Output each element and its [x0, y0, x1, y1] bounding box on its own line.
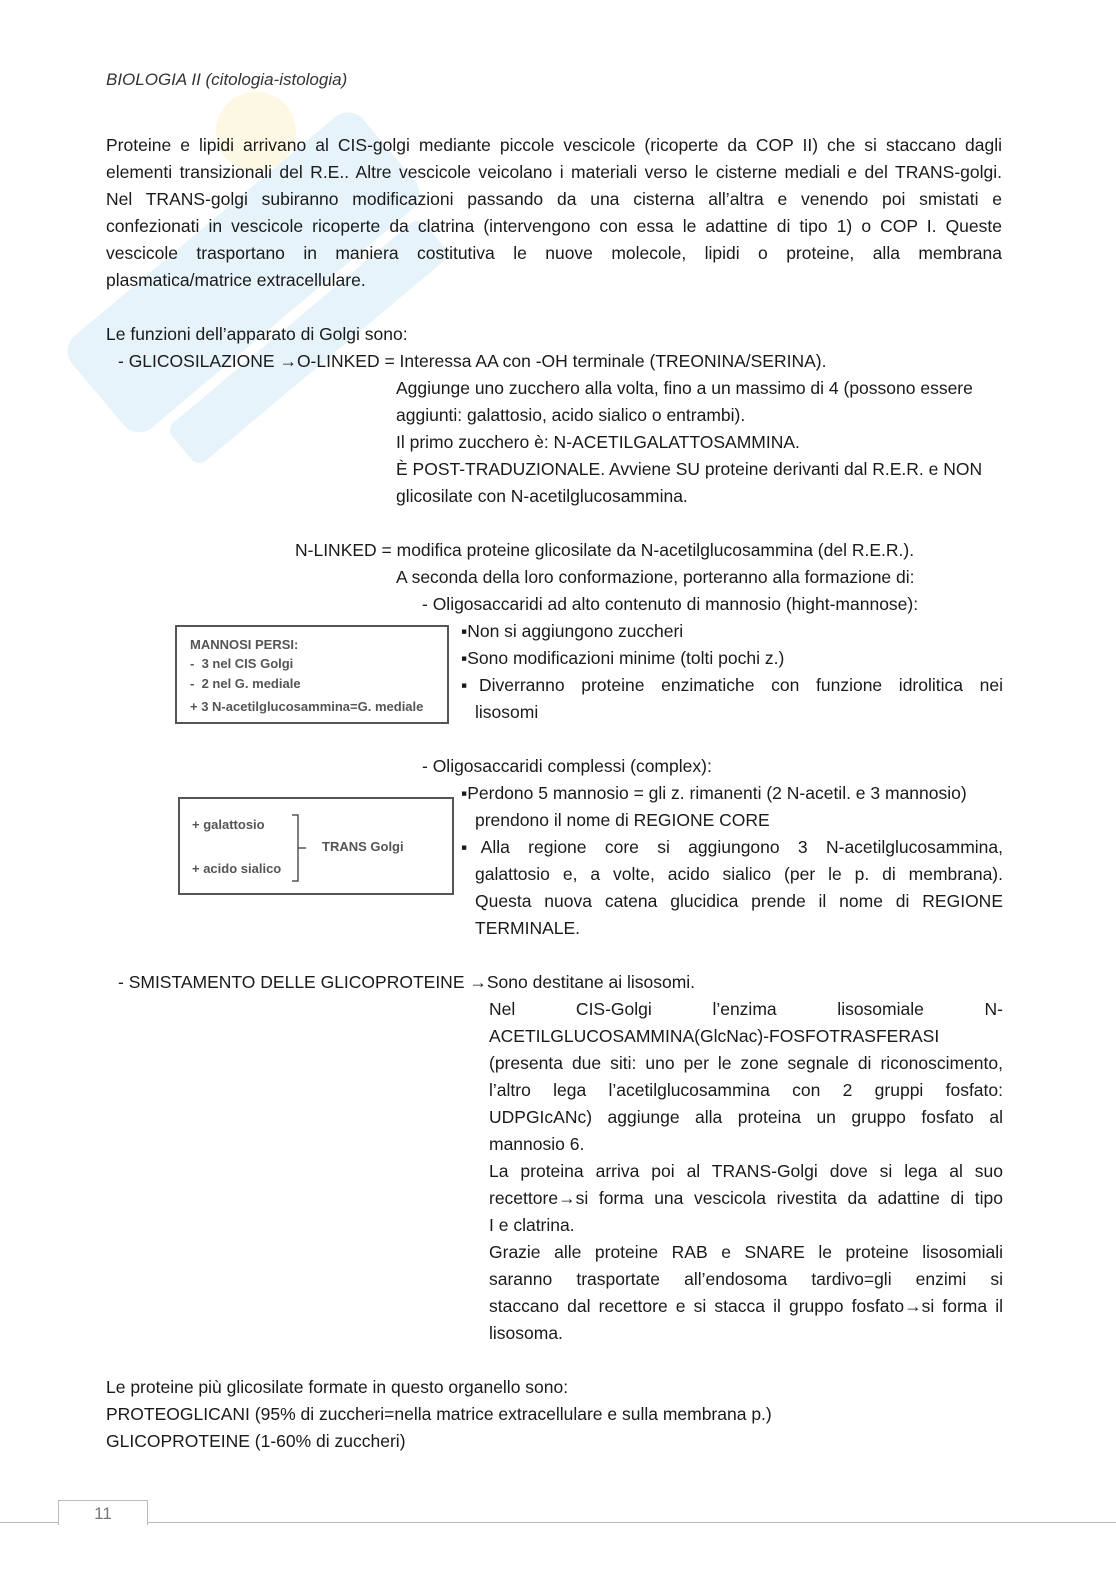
- complex-bullet-2-cont-2: Questa nuova catena glucidica prende il nome di REGIONE: [475, 891, 1003, 911]
- glyco-heading: - GLICOSILAZIONE →O-LINKED = Interessa AA con -OH terminale (TREONINA/SERINA).: [118, 351, 827, 371]
- sorting-p2-line-2: recettore→si forma una vescicola rivestita da adattine di tipo: [489, 1188, 1003, 1208]
- o-linked-line-3: Il primo zucchero è: N-ACETILGALATTOSAMMINA.: [396, 432, 800, 452]
- sorting-p3-line-4: lisosoma.: [489, 1323, 563, 1343]
- sorting-p2-line-1: La proteina arriva poi al TRANS-Golgi dove si lega al suo: [489, 1161, 1003, 1181]
- arrow-icon: →: [469, 972, 487, 992]
- arrow-icon: →: [558, 1188, 576, 1208]
- sorting-p2-line-3: I e clatrina.: [489, 1215, 575, 1235]
- complex-bullet-1-cont: prendono il nome di REGIONE CORE: [475, 810, 770, 830]
- closing-line-2: PROTEOGLICANI (95% di zuccheri=nella matrice extracellulare e sulla membrana p.): [106, 1404, 772, 1424]
- sorting-p3-line-1: Grazie alle proteine RAB e SNARE le proteine lisosomiali: [489, 1242, 1003, 1262]
- sorting-p3-line-2: saranno trasportate all’endosoma tardivo=gli enzimi si: [489, 1269, 1003, 1289]
- sorting-p1-line-4: l’altro lega l’acetilglucosammina con 2 gruppi fosfato:: [489, 1080, 1003, 1100]
- intro-line-3: Nel TRANS-golgi subiranno modificazioni passando da una cisterna all’altra e venendo poi smistati e: [106, 189, 1002, 209]
- box2-label: TRANS Golgi: [322, 839, 404, 854]
- complex-title: - Oligosaccaridi complessi (complex):: [422, 756, 712, 776]
- intro-line-6: plasmatica/matrice extracellulare.: [106, 270, 366, 290]
- box1-footer: + 3 N-acetilglucosammina=G. mediale: [190, 699, 424, 714]
- sorting-heading: - SMISTAMENTO DELLE GLICOPROTEINE →Sono destitane ai lisosomi.: [118, 972, 696, 992]
- high-bullet-3-cont: lisosomi: [475, 702, 539, 722]
- complex-bullet-2: ▪ Alla regione core si aggiungono 3 N-acetilglucosammina,: [461, 834, 1003, 861]
- intro-line-1: Proteine e lipidi arrivano al CIS-golgi mediante piccole vescicole (ricoperte da COP II) che si staccano dagli: [106, 135, 1002, 155]
- box1-item-2: - 2 nel G. mediale: [190, 676, 301, 691]
- sorting-p3-line-3: staccano dal recettore e si stacca il gruppo fosfato→si forma il: [489, 1296, 1003, 1316]
- high-mannose-title: - Oligosaccaridi ad alto contenuto di mannosio (hight-mannose):: [422, 594, 919, 614]
- box1-title: MANNOSI PERSI:: [190, 637, 299, 652]
- sorting-p1-line-5: UDPGIcANc) aggiunge alla proteina un gruppo fosfato al: [489, 1107, 1003, 1127]
- sorting-p1-line-3: (presenta due siti: uno per le zone segnale di riconoscimento,: [489, 1053, 1003, 1073]
- high-bullet-1: ▪ Non si aggiungono zuccheri: [461, 618, 683, 645]
- box1-item-1: - 3 nel CIS Golgi: [190, 656, 294, 671]
- page-number: 11: [58, 1500, 148, 1525]
- intro-line-5: vescicole trasportano in maniera costitutiva le nuove molecole, lipidi o proteine, alla membrana: [106, 243, 1002, 263]
- mannosi-persi-box: [175, 625, 449, 724]
- closing-line-1: Le proteine più glicosilate formate in questo organello sono:: [106, 1377, 569, 1397]
- arrow-icon: →: [904, 1296, 922, 1316]
- page-header: BIOLOGIA II (citologia-istologia): [106, 70, 348, 89]
- o-linked-line-5: glicosilate con N-acetilglucosammina.: [396, 486, 688, 506]
- o-linked-line-2: aggiunti: galattosio, acido sialico o entrambi).: [396, 405, 746, 425]
- closing-line-3: GLICOPROTEINE (1-60% di zuccheri): [106, 1431, 406, 1451]
- sorting-p1-line-1: Nel CIS-Golgi l’enzima lisosomiale N-: [489, 999, 1003, 1019]
- functions-title: Le funzioni dell’apparato di Golgi sono:: [106, 324, 408, 344]
- n-linked-heading: N-LINKED = modifica proteine glicosilate da N-acetilglucosammina (del R.E.R.).: [295, 540, 915, 560]
- complex-bullet-2-cont-3: TERMINALE.: [475, 918, 581, 938]
- sorting-p1-line-2: ACETILGLUCOSAMMINA(GlcNac)-FOSFOTRASFERASI: [489, 1026, 940, 1046]
- o-linked-line-1: Aggiunge uno zucchero alla volta, fino a un massimo di 4 (possono essere: [396, 378, 973, 398]
- footer-rule: [0, 1522, 1116, 1523]
- arrow-icon: →: [279, 351, 297, 371]
- trans-golgi-box: [178, 797, 454, 895]
- high-bullet-2: ▪ Sono modificazioni minime (tolti pochi z.): [461, 645, 784, 672]
- o-linked-line-4: È POST-TRADUZIONALE. Avviene SU proteine derivanti dal R.E.R. e NON: [396, 459, 983, 479]
- box2-item-1: + galattosio: [192, 817, 265, 832]
- high-bullet-3: ▪ Diverranno proteine enzimatiche con funzione idrolitica nei: [461, 672, 1003, 699]
- box2-item-2: + acido sialico: [192, 861, 282, 876]
- intro-line-4: confezionati in vescicole ricoperte da clatrina (intervengono con essa le adattine di tipo 1) o COP I. Queste: [106, 216, 1002, 236]
- sorting-p1-line-6: mannosio 6.: [489, 1134, 585, 1154]
- complex-bullet-2-cont-1: galattosio e, a volte, acido sialico (per le p. di membrana).: [475, 864, 1003, 884]
- complex-bullet-1: ▪ Perdono 5 mannosio = gli z. rimanenti (2 N-acetil. e 3 mannosio): [461, 780, 967, 807]
- n-linked-sub: A seconda della loro conformazione, porteranno alla formazione di:: [396, 567, 915, 587]
- intro-line-2: elementi transizionali del R.E.. Altre vescicole veicolano i materiali verso le cisterne mediali e del TRANS-golgi.: [106, 162, 1002, 182]
